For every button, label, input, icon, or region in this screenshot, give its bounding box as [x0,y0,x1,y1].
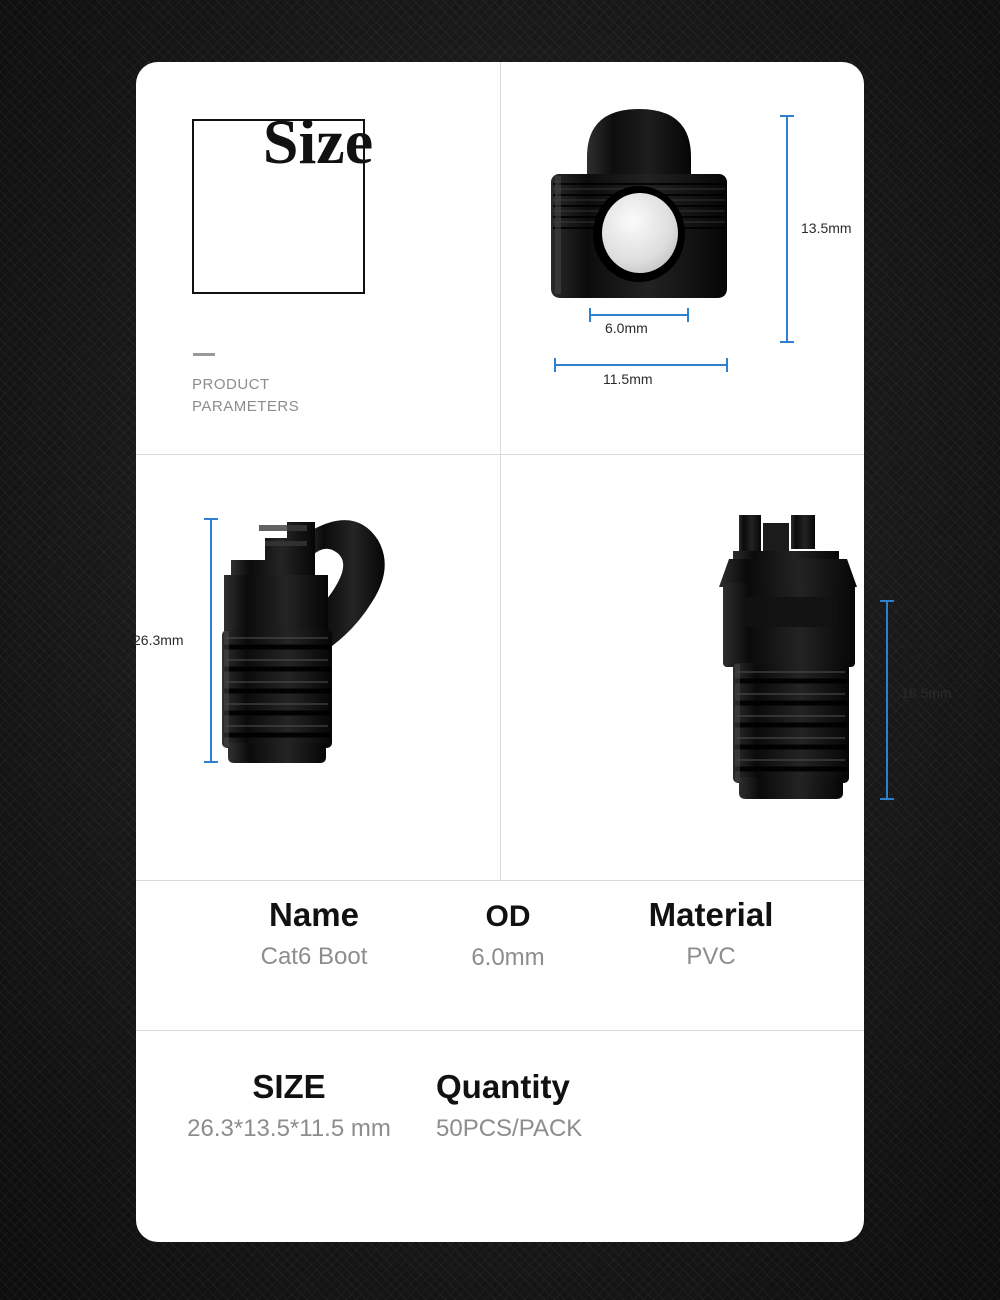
dim-rear-height-line [886,600,888,800]
dim-inner-width-cap-left [589,308,591,322]
product-parameters-line-1: PRODUCT [192,376,270,393]
dim-inner-width-line [589,314,689,316]
dim-side-height-cap-top [204,518,218,520]
spec-value-material: PVC [686,943,736,970]
dim-height-cap-bottom [780,341,794,343]
dim-outer-width-label: 11.5mm [603,371,653,387]
dim-outer-width-cap-right [726,358,728,372]
dim-outer-width-line [554,364,728,366]
side-view-panel [133,455,500,880]
dim-height-line [786,115,788,343]
spec-cell-quantity [436,1070,736,1141]
spec-title-od: OD [485,900,531,933]
spec-row-2 [136,1070,864,1190]
spec-card [133,62,952,1242]
panel-grid [133,62,952,880]
dim-rear-height-label: 18.5mm [901,685,952,701]
dim-rear-height-cap-top [880,600,894,602]
rear-view-panel [501,455,952,880]
product-parameters-line-2: PARAMETERS [192,397,300,415]
spec-value-name: Cat6 Boot [260,943,368,970]
spec-value-quantity: 50PCS/PACK [436,1115,583,1142]
spec-cell-size [154,1070,424,1141]
title-dash [193,353,215,356]
spec-cell-material [592,898,830,969]
spec-title-material: Material [648,896,774,933]
spec-row-1 [136,898,864,1030]
dim-inner-width-label: 6.0mm [605,320,648,336]
title-panel [136,62,500,454]
boot-rear-view-image [501,455,864,880]
spec-title-size: SIZE [252,1068,326,1105]
dim-inner-width-cap-right [687,308,689,322]
spec-cell-name [204,898,424,969]
dim-height-label: 13.5mm [801,220,852,236]
spec-value-size: 26.3*13.5*11.5 mm [187,1115,391,1142]
spec-table-top-divider [136,880,864,881]
dim-side-height-label: 26.3mm [133,632,184,648]
dim-rear-height-cap-bottom [880,798,894,800]
product-parameters-label [192,374,442,418]
spec-value-od: 6.0mm [471,944,545,971]
spec-title-name: Name [269,896,359,933]
spec-cell-od [424,902,592,970]
dim-outer-width-cap-left [554,358,556,372]
front-view-panel [501,62,864,454]
dim-side-height-line [210,518,212,763]
dim-height-cap-top [780,115,794,117]
spec-title-quantity: Quantity [436,1068,570,1105]
boot-front-view-image [501,62,864,454]
spec-table-middle-divider [136,1030,864,1031]
page-title: Size [262,106,374,177]
boot-side-view-image [136,455,500,880]
dim-side-height-cap-bottom [204,761,218,763]
